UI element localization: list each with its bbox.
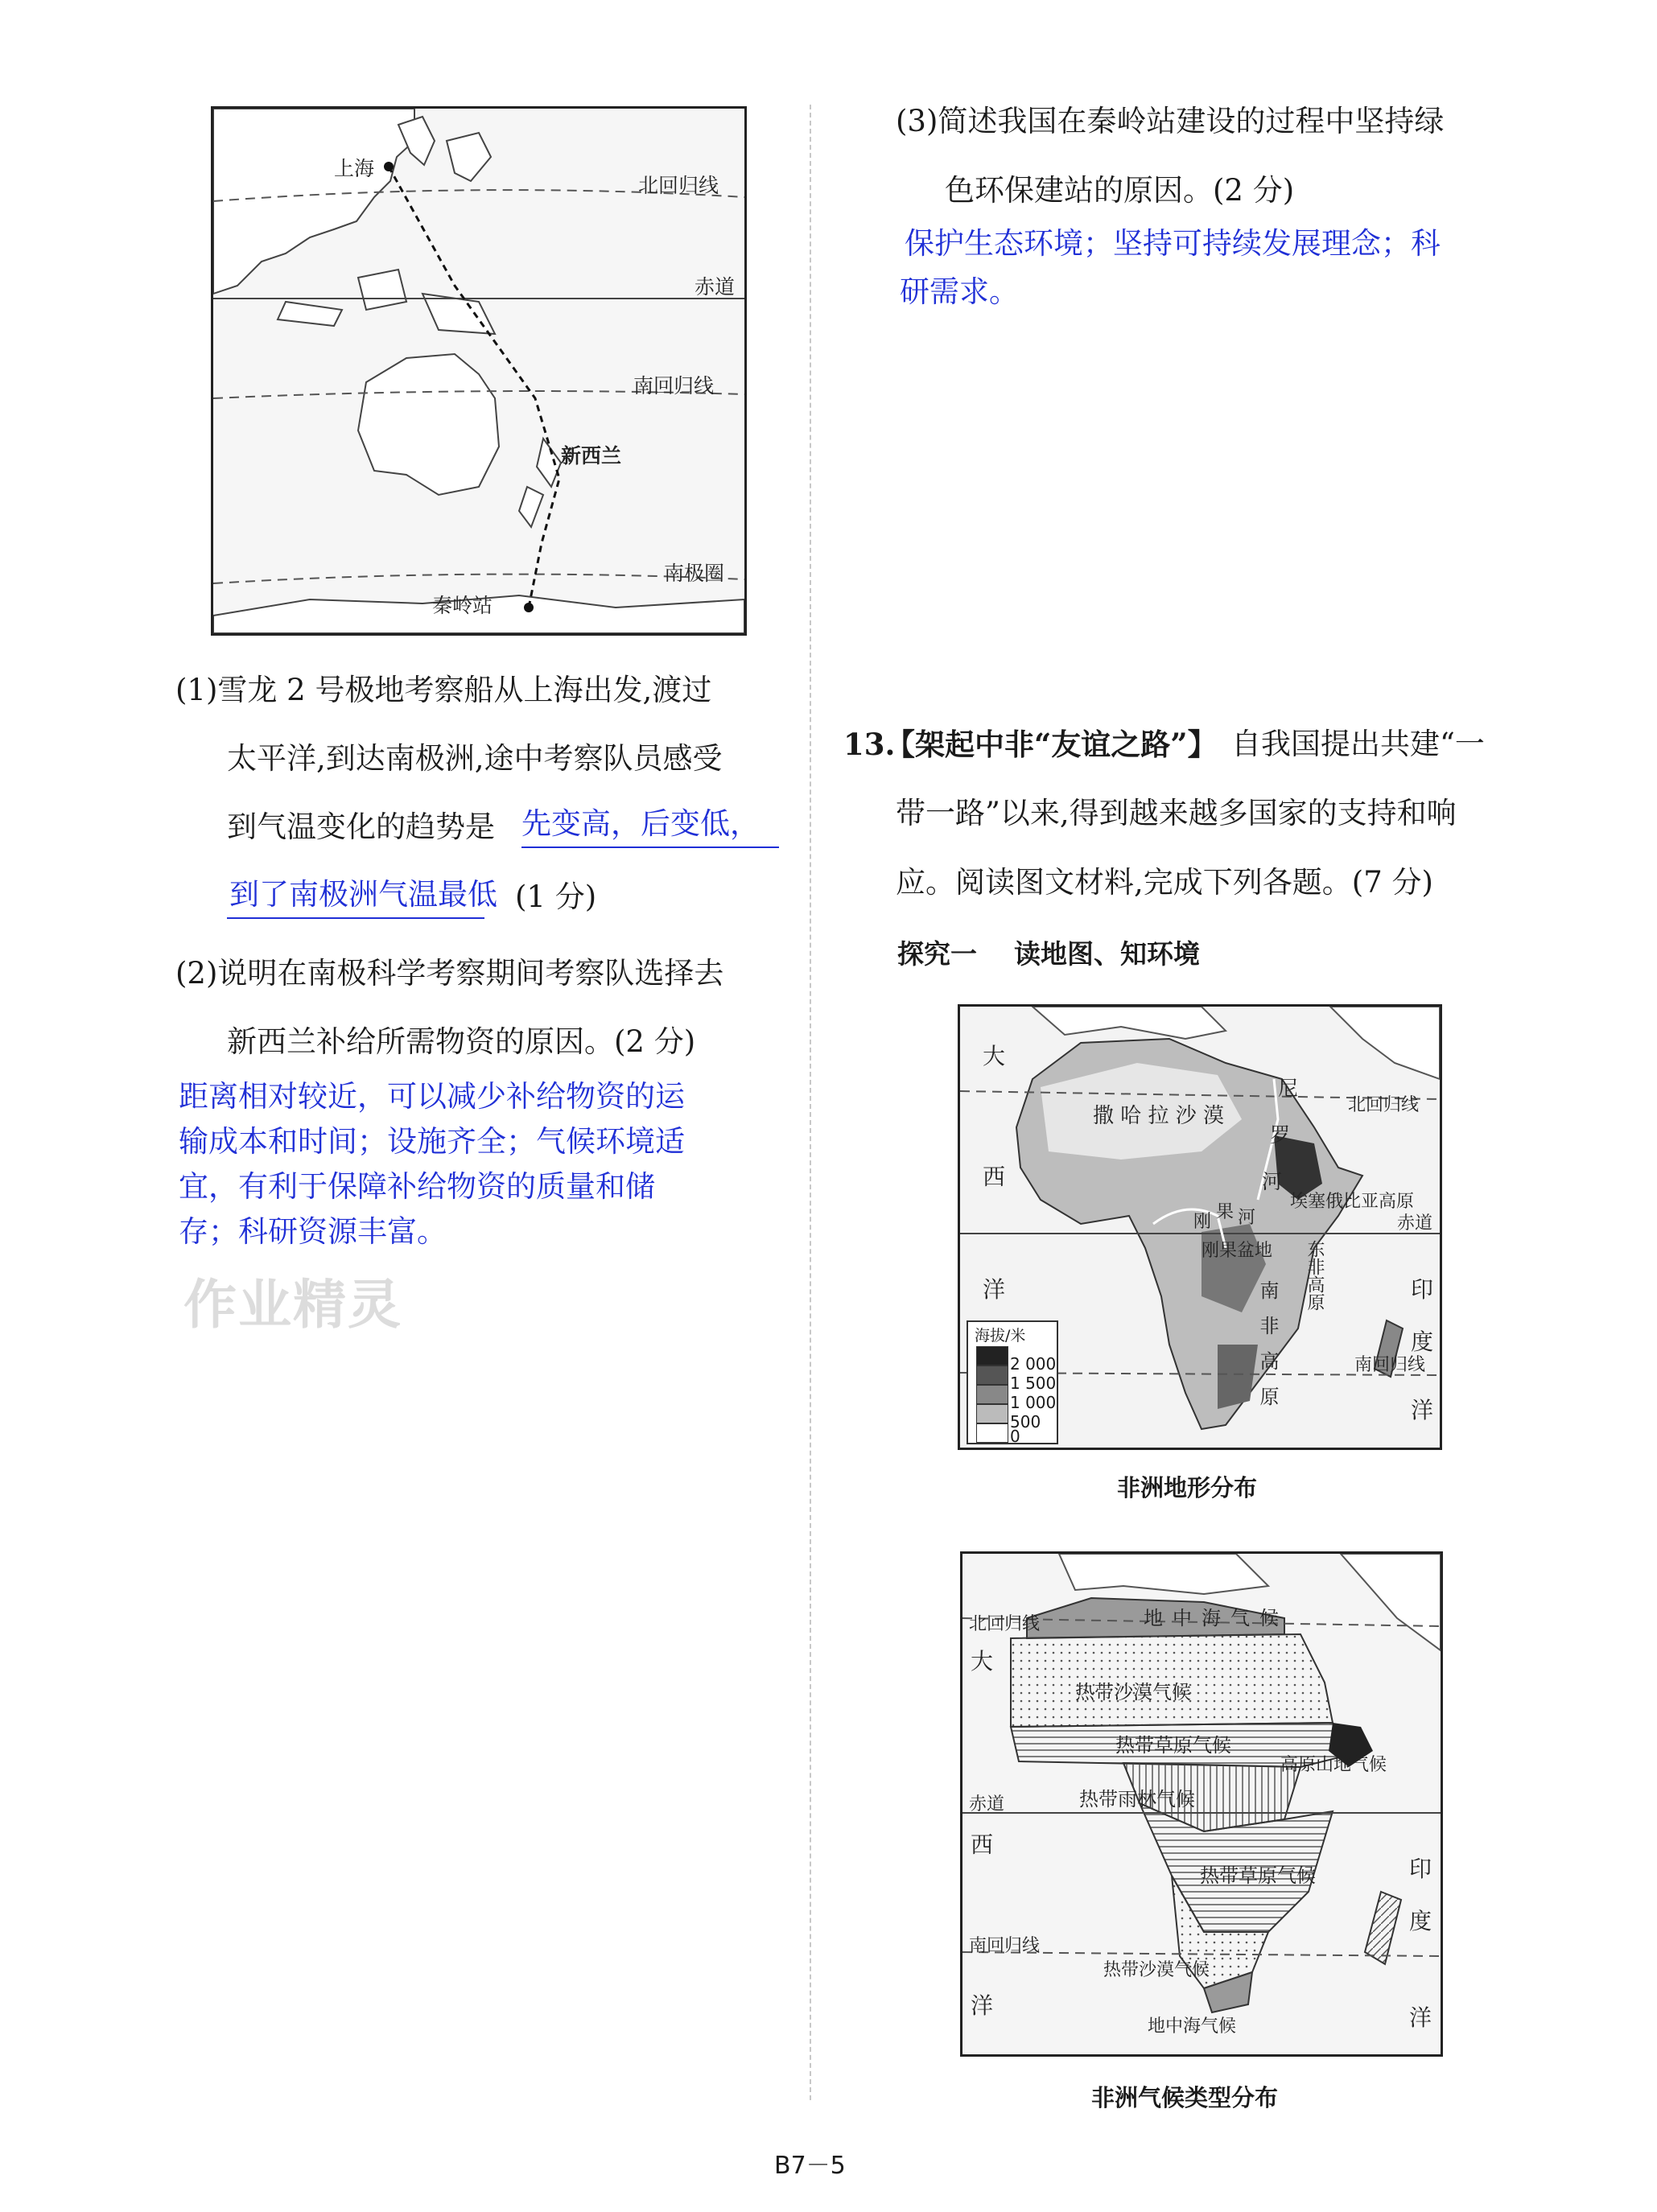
q13-number: 13. xyxy=(843,727,896,762)
label-tropic-south: 南回归线 xyxy=(633,374,715,398)
label-med-north: 地中海气候 xyxy=(1144,1607,1288,1629)
label-equator: 赤道 xyxy=(1397,1213,1433,1234)
label-congo-river-3: 河 xyxy=(1238,1208,1256,1228)
label-highland: 高原山地气候 xyxy=(1280,1755,1387,1775)
q12-part2-answer-line2: 输成本和时间；设施齐全；气候环境适 xyxy=(179,1124,685,1159)
q12-part3-answer-line2: 研需求。 xyxy=(900,274,1019,309)
label-da: 大 xyxy=(983,1043,1006,1069)
legend-swatch-1000 xyxy=(976,1385,1008,1404)
label-yang2: 洋 xyxy=(1411,1397,1434,1423)
label-yang2: 洋 xyxy=(1409,2004,1432,2031)
legend-value-0: 0 xyxy=(1010,1427,1020,1446)
label-antarctic-circle: 南极圈 xyxy=(664,562,725,585)
label-congo-river-2: 果 xyxy=(1216,1202,1235,1222)
label-savanna-south: 热带草原气候 xyxy=(1200,1864,1316,1887)
label-desert-south: 热带沙漠气候 xyxy=(1103,1960,1210,1980)
q13-intro-line1: 自我国提出共建“一 xyxy=(1231,727,1485,761)
label-qinling-station: 秦岭站 xyxy=(432,594,493,617)
label-yang: 洋 xyxy=(971,1992,994,2019)
q12-part1-score: (1 分) xyxy=(515,879,597,914)
legend-swatch-1500 xyxy=(976,1366,1008,1385)
answer-underline-2 xyxy=(227,917,484,919)
q12-part1-answer-a: 先变高，后变低， xyxy=(521,806,760,841)
label-ethiopian-highlands: 埃塞俄比亚高原 xyxy=(1290,1192,1415,1212)
africa-terrain-map xyxy=(958,1004,1442,1450)
label-east-african-plateau: 东非高原 xyxy=(1305,1240,1325,1311)
label-tropic-south: 南回归线 xyxy=(969,1936,1041,1956)
label-congo-river-1: 刚 xyxy=(1193,1212,1212,1232)
watermark: 作业精灵 xyxy=(183,1274,402,1336)
label-da: 大 xyxy=(971,1648,994,1674)
q12-part2-line2: 新西兰补给所需物资的原因。(2 分) xyxy=(227,1024,696,1059)
legend-value-1500: 1 500 xyxy=(1010,1374,1057,1393)
legend-value-2000: 2 000 xyxy=(1010,1354,1057,1374)
label-south-african-plateau: 南非高原 xyxy=(1256,1280,1279,1422)
legend-swatch-0 xyxy=(976,1423,1008,1443)
africa-climate-caption: 非洲气候类型分布 xyxy=(1091,2084,1279,2111)
q12-part3-line2: 色环保建站的原因。(2 分) xyxy=(945,173,1295,208)
explore-one-heading: 探究一 读地图、知环境 xyxy=(897,938,1200,970)
label-tropic-north: 北回归线 xyxy=(638,174,719,197)
label-med-south: 地中海气候 xyxy=(1148,2016,1237,2037)
label-tropic-north: 北回归线 xyxy=(969,1614,1041,1634)
label-desert-north: 热带沙漠气候 xyxy=(1075,1681,1191,1703)
q12-part3-answer-line1: 保护生态环境；坚持可持续发展理念；科 xyxy=(905,226,1441,261)
q12-part1-line3: 到气温变化的趋势是 xyxy=(227,809,495,844)
label-tropic-north: 北回归线 xyxy=(1348,1095,1420,1115)
legend-swatch-2000 xyxy=(976,1346,1008,1366)
q12-part2-line1: (2)说明在南极科学考察期间考察队选择去 xyxy=(175,956,724,991)
q12-part1-line1: (1)雪龙 2 号极地考察船从上海出发,渡过 xyxy=(175,673,712,707)
label-savanna-north: 热带草原气候 xyxy=(1115,1734,1231,1757)
label-yin: 印 xyxy=(1411,1276,1434,1303)
label-tropic-south: 南回归线 xyxy=(1354,1355,1426,1375)
label-nile-3: 河 xyxy=(1262,1170,1283,1193)
q12-part1-line2: 太平洋,到达南极洲,途中考察队员感受 xyxy=(227,741,723,776)
page-number: B7－5 xyxy=(774,2152,846,2180)
elevation-legend xyxy=(967,1320,1058,1444)
q12-part3-line1: (3)简述我国在秦岭站建设的过程中坚持绿 xyxy=(896,104,1445,138)
answer-underline-1 xyxy=(521,846,779,848)
legend-title: 海拔/米 xyxy=(975,1327,1026,1345)
q12-part1-answer-b: 到了南极洲气温最低 xyxy=(229,877,497,912)
q13-intro-line3: 应。阅读图文材料,完成下列各题。(7 分) xyxy=(896,865,1433,900)
legend-swatch-500 xyxy=(976,1404,1008,1423)
label-yin: 印 xyxy=(1409,1856,1432,1882)
label-new-zealand: 新西兰 xyxy=(561,444,622,468)
q12-part2-answer-line3: 宜，有利于保障补给物资的质量和储 xyxy=(179,1169,655,1204)
q12-part2-answer-line4: 存；科研资源丰富。 xyxy=(179,1214,447,1249)
label-yang: 洋 xyxy=(983,1276,1006,1303)
label-xi: 西 xyxy=(971,1831,994,1858)
africa-climate-map xyxy=(960,1551,1443,2057)
q12-part2-answer-line1: 距离相对较近，可以减少补给物资的运 xyxy=(179,1079,685,1114)
legend-value-500: 500 xyxy=(1010,1412,1041,1431)
label-sahara: 撒 哈 拉 沙 漠 xyxy=(1093,1104,1225,1128)
label-equator: 赤道 xyxy=(695,275,736,299)
label-du: 度 xyxy=(1409,1908,1432,1934)
africa-terrain-caption: 非洲地形分布 xyxy=(1117,1474,1258,1501)
label-nile-1: 尼 xyxy=(1278,1077,1299,1100)
label-xi: 西 xyxy=(983,1164,1006,1190)
label-rainforest: 热带雨林气候 xyxy=(1079,1788,1195,1810)
label-congo-basin: 刚果盆地 xyxy=(1202,1241,1273,1261)
label-equator: 赤道 xyxy=(969,1794,1005,1814)
column-divider xyxy=(810,105,811,2100)
label-shanghai: 上海 xyxy=(334,157,375,180)
route-map xyxy=(211,106,747,636)
legend-value-1000: 1 000 xyxy=(1010,1393,1057,1412)
q13-title: 【架起中非“友谊之路”】 xyxy=(885,727,1218,762)
label-nile-2: 罗 xyxy=(1270,1123,1291,1147)
q13-intro-line2: 带一路”以来,得到越来越多国家的支持和响 xyxy=(896,796,1457,830)
label-du: 度 xyxy=(1411,1328,1434,1355)
